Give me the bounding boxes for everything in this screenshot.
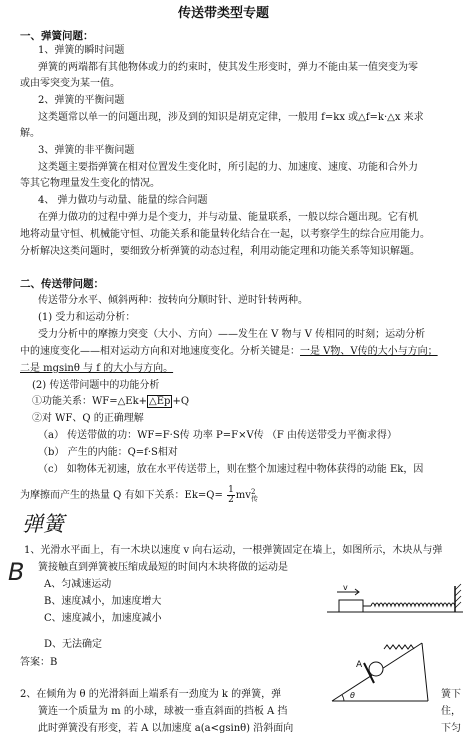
page-title: 传送带类型专题 [178, 6, 270, 21]
spring-coil [371, 603, 455, 606]
superscript: 2 [250, 487, 256, 496]
plate-label: A [356, 660, 363, 670]
formula-line [20, 486, 258, 505]
sub-heading-3: 3、弹簧的非平衡问题 [38, 145, 135, 156]
paragraph-line: ②对 WF、Q 的正确理解 [32, 413, 144, 424]
underlined-key-point: 一是 V物、V传的大小与方向； [300, 346, 438, 357]
handwritten-mark: B [8, 558, 25, 586]
paragraph-line [20, 347, 438, 357]
spring-coil [384, 645, 414, 649]
text-segment: 为摩擦而产生的热量 Q 有如下关系：Ek=Q= [20, 490, 223, 501]
paragraph-line: 受力分析中的摩擦力突变（大小、方向）——发生在 V 物与 V 传相同的时刻；运动分析 [38, 329, 426, 340]
question-2-stem: 2、在倾角为 θ 的光滑斜面上端系有一劲度为 k 的弹簧，弹 [20, 689, 282, 700]
wall-hatch [455, 584, 461, 590]
paragraph-line: 这类题主要指弹簧在相对位置发生变化时，所引起的力、加速度、速度、功能和合外力 [38, 162, 418, 173]
fraction-numerator: 1 [228, 485, 234, 495]
incline-side [422, 643, 428, 701]
text-segment: ①功能关系：WF=△Ek+ [32, 396, 148, 407]
angle-label: θ [350, 691, 355, 700]
paragraph-line: 地将动量守恒、机械能守恒、功能关系和能量转化结合在一起，以考察学生的综合应用能力。 [20, 229, 430, 240]
section-2-heading: 二、传送带问题： [20, 278, 104, 290]
paragraph-line: 这类题常以单一的问题出现，涉及到的知识是胡克定律，一般用 f=kx 或△f=k·△x 来求 [38, 112, 424, 123]
question-1-stem: 1、光滑水平面上，有一木块以速度 v 向右运动，一根弹簧固定在墙上，如图所示，木块从与弹 [24, 545, 443, 556]
underlined-key-point: 二是 mgsinθ 与 f 的大小与方向。 [20, 363, 174, 374]
question-1-stem: 簧接触直到弹簧被压缩成最短的时间内木块将做的运动是 [38, 562, 288, 573]
wall-hatch [455, 602, 461, 608]
sub-heading: (2) 传送带问题中的功能分析 [32, 380, 160, 391]
fraction-denominator: 2 [228, 495, 234, 505]
clipped-text: 住， [441, 706, 461, 717]
wall-hatch [455, 590, 461, 596]
paragraph-line: （b） 产生的内能：Q=f·S相对 [38, 447, 178, 458]
text-segment: mv [235, 490, 251, 501]
paragraph-line: 在弹力做功的过程中弹力是个变力，并与动量、能量联系，一般以综合题出现。它有机 [38, 212, 418, 223]
option-d: D、无法确定 [44, 639, 103, 650]
option-b: B、速度减小，加速度增大 [44, 596, 162, 607]
paragraph-line: （c） 如物体无初速，放在水平传送带上，则在整个加速过程中物体获得的动能 Ek，因 [38, 464, 424, 475]
sub-heading-4: 4、 弹力做功与动量、能量的综合问题 [38, 195, 208, 206]
formula-line [32, 397, 189, 407]
paragraph-line: （a） 传送带做的功：WF=F·S传 功率 P=F×V传 （F 由传送带受力平衡求得） [38, 430, 398, 441]
sub-heading-1: 1、弹簧的瞬时问题 [38, 45, 125, 56]
text-segment: 中的速度变化——相对运动方向和对地速度变化。分析关键是： [20, 346, 300, 357]
section-1-heading: 一、弹簧问题： [20, 30, 94, 42]
sub-heading-2: 2、弹簧的平衡问题 [38, 95, 125, 106]
clipped-text: 簧下 [441, 689, 461, 700]
sub-sup [251, 489, 258, 503]
sub-heading: (1) 受力和运动分析： [38, 312, 136, 323]
angle-arc [342, 695, 344, 701]
ball [369, 662, 383, 676]
paragraph-line: 等其它物理量发生变化的情况。 [20, 178, 160, 189]
option-a: A、匀减速运动 [44, 579, 112, 590]
subscript: 传 [250, 494, 258, 503]
velocity-label: v [343, 583, 348, 592]
paragraph-line: 分析解决这类问题时，要细致分析弹簧的动态过程，利用动能定理和功能关系等知识解题。 [20, 246, 420, 257]
spring-block-figure [325, 580, 471, 620]
question-2-stem: 此时弹簧没有形变，若 A 以加速度 a(a<gsinθ) 沿斜面向 [38, 723, 294, 734]
fraction [227, 486, 235, 505]
text-segment: +Q [172, 396, 190, 407]
answer-line: 答案：B [20, 657, 58, 668]
paragraph-line: 弹簧的两端都有其他物体或力的约束时，使其发生形变时，弹力不能由某一值突变为零 [38, 62, 418, 73]
spring-heading: 弹簧 [22, 512, 64, 536]
wall-hatch [455, 596, 461, 602]
paragraph-line: 或由零突变为某一值。 [20, 78, 120, 89]
block [339, 600, 363, 612]
incline-figure [330, 635, 430, 705]
paragraph-line: 解。 [20, 128, 40, 139]
clipped-text: 下匀 [441, 723, 461, 734]
paragraph-line: 传送带分水平、倾斜两种：按转向分顺时针、逆时针转两种。 [38, 295, 308, 306]
option-c: C、速度减小，加速度减小 [44, 613, 162, 624]
question-2-stem: 簧连一个质量为 m 的小球，球被一垂直斜面的挡板 A 挡 [38, 706, 288, 717]
circled-term: △Ep [149, 396, 171, 407]
